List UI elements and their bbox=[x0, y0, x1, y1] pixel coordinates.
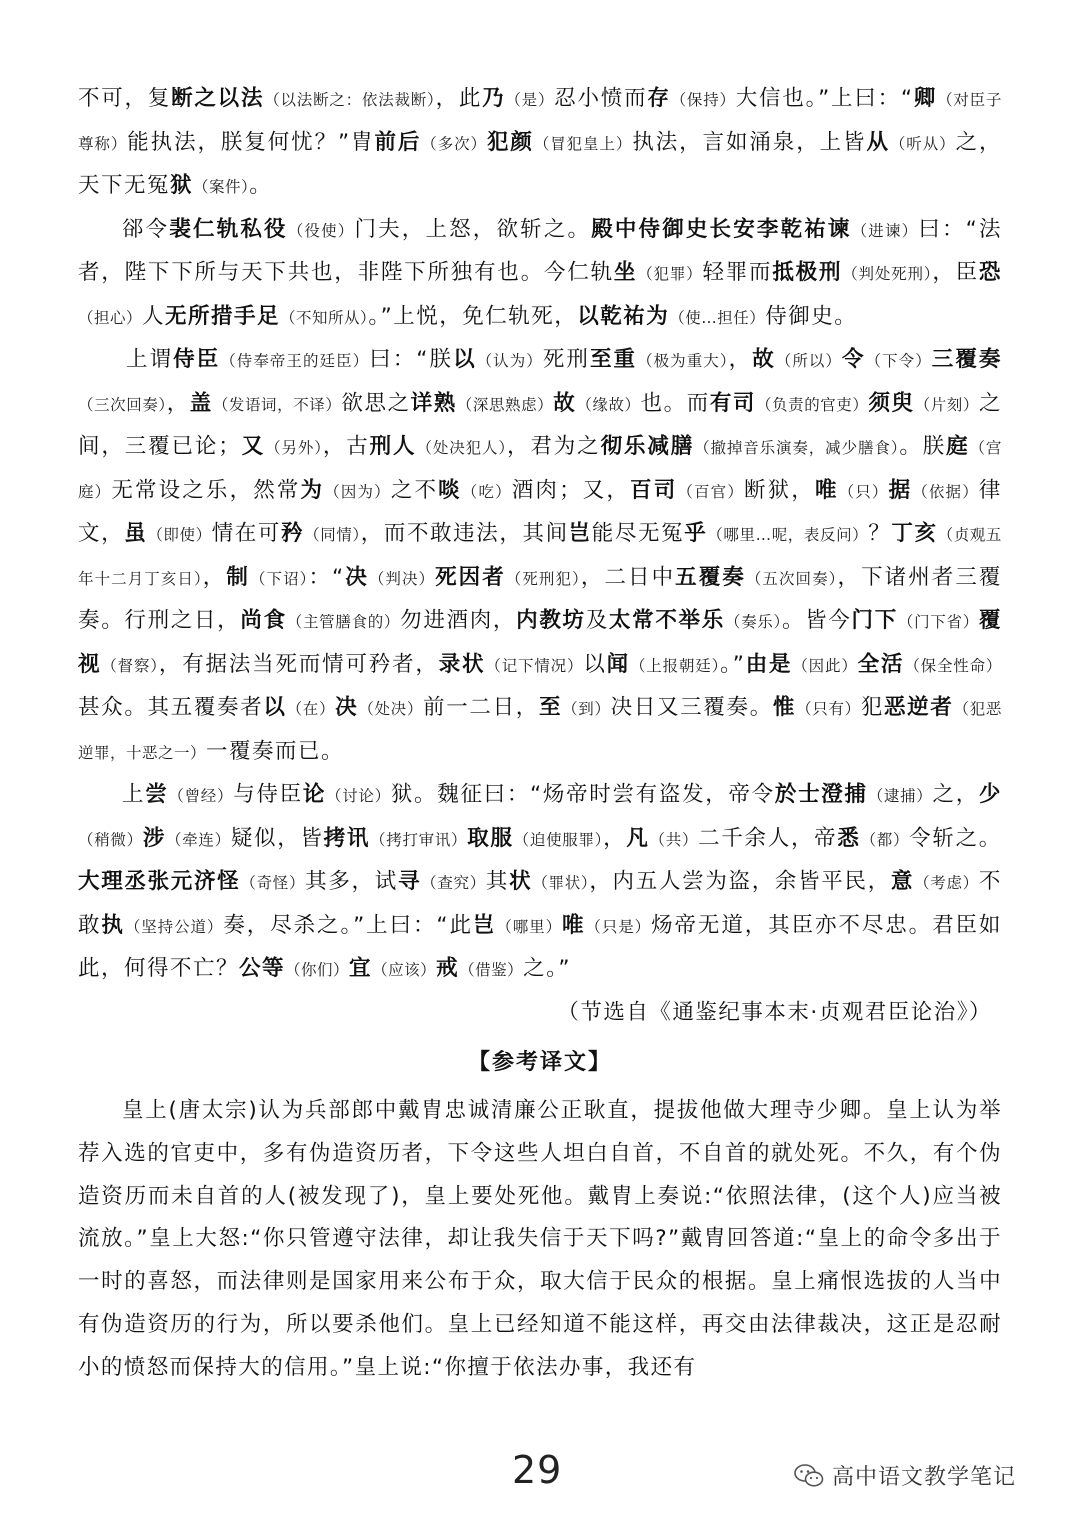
keyword: 从 bbox=[866, 129, 890, 155]
translation-text: 皇上(唐太宗)认为兵部郎中戴胄忠诚清廉公正耿直，提拔他做大理寺少卿。皇上认为举荐入选的官吏中，多有伪造资历者，下令这些人坦白自首，不自首的就处死。不久，有个伪造资历而未自首的人(被发现了)，皇上要处死他。戴胄上奏说:“依照法律，(这个人)应当被流放。”皇上大怒:“你只管遵守法律，却让我失信于天下吗?”戴胄回答道:“皇上的命令多出于一时的喜怒，而法律则是国家用来公布于众，取大信于民众的根据。皇上痛恨选拔的人当中有伪造资历的行为，所以要杀他们。皇上已经知道不能这样，再交由法律裁决，这正是忍耐小的愤怒而保持大的信用。”皇上说:“你擅于依法办事，我还有 bbox=[78, 1098, 1002, 1380]
text-segment: 之。” bbox=[523, 956, 571, 981]
text-segment: 之不 bbox=[390, 477, 439, 503]
keyword: 惟 bbox=[772, 695, 797, 720]
keyword: 死因者 bbox=[435, 564, 506, 590]
gloss-note: （下令） bbox=[865, 352, 932, 370]
text-segment: 不可，复 bbox=[78, 86, 172, 111]
gloss-note: （只） bbox=[838, 482, 889, 501]
keyword: 录状 bbox=[438, 651, 486, 677]
text-segment: ，二日中 bbox=[580, 564, 676, 590]
keyword: 乃 bbox=[482, 86, 506, 111]
gloss-note: （坚持公道） bbox=[124, 917, 224, 936]
gloss-note: （因为） bbox=[324, 482, 391, 501]
text-segment: 。 bbox=[249, 173, 273, 198]
gloss-note: （主管膳食的） bbox=[286, 613, 401, 631]
text-segment: 之， bbox=[932, 782, 979, 807]
gloss-note: （只是） bbox=[585, 917, 652, 936]
paragraph-p4 bbox=[78, 774, 1002, 992]
text-segment: 上 bbox=[122, 782, 146, 807]
keyword: 卿 bbox=[913, 86, 938, 111]
text-segment: ，古 bbox=[322, 434, 370, 459]
gloss-note: （撤掉音乐演奏，减少膳食） bbox=[694, 439, 900, 457]
text-segment: 其 bbox=[485, 869, 510, 894]
gloss-note: （督察） bbox=[101, 656, 159, 675]
keyword: 丁亥 bbox=[891, 521, 938, 546]
gloss-note: （查究） bbox=[421, 874, 486, 892]
keyword: 戒 bbox=[436, 956, 460, 981]
gloss-note: （到） bbox=[562, 700, 611, 718]
gloss-note: （你们） bbox=[285, 961, 350, 979]
text-segment: 二千余人，帝 bbox=[698, 825, 838, 851]
text-segment: ：“ bbox=[308, 564, 345, 590]
keyword: 断之以法 bbox=[171, 86, 265, 111]
gloss-note: （极为重大） bbox=[637, 352, 729, 370]
text-segment: 大信也。”上曰：“ bbox=[735, 86, 914, 111]
gloss-note: （多次） bbox=[421, 134, 487, 153]
keyword: 涉 bbox=[142, 825, 167, 851]
gloss-note: （在） bbox=[286, 700, 336, 718]
keyword: 状 bbox=[509, 869, 533, 894]
keyword: 故 bbox=[752, 347, 776, 372]
keyword: 意 bbox=[890, 869, 915, 894]
text-segment: 无常设之乐，然常 bbox=[111, 477, 301, 503]
keyword: 据 bbox=[888, 477, 913, 503]
gloss-note: （逮捕） bbox=[867, 787, 933, 805]
gloss-note: （讨论） bbox=[326, 787, 391, 805]
text-segment: ， bbox=[202, 564, 227, 590]
keyword: 门下 bbox=[851, 608, 898, 633]
text-segment: 能尽无冤 bbox=[591, 521, 685, 546]
keyword: 决 bbox=[344, 564, 369, 590]
text-segment: 能执法，朕复何忧？”胄 bbox=[127, 129, 375, 155]
gloss-note: （犯罪） bbox=[637, 265, 703, 283]
gloss-note: （即使） bbox=[147, 526, 212, 544]
text-segment: 曰：“法者，陛下下所与天下共也，非陛下所独有也。今仁轨 bbox=[78, 216, 1002, 285]
gloss-note: （百官） bbox=[677, 482, 744, 501]
keyword: 寻 bbox=[397, 869, 422, 894]
keyword: 凡 bbox=[626, 825, 650, 851]
keyword: 太常 bbox=[608, 608, 656, 633]
keyword: 百司 bbox=[630, 477, 678, 503]
text-segment: 前一二日， bbox=[423, 695, 539, 720]
gloss-note: （借鉴） bbox=[459, 961, 524, 979]
keyword: 恶逆者 bbox=[884, 695, 954, 720]
gloss-note: （认为） bbox=[476, 352, 543, 370]
keyword: 由是 bbox=[745, 651, 793, 677]
gloss-note: （处决犯人） bbox=[416, 439, 508, 457]
text-segment: 上谓 bbox=[126, 347, 174, 372]
keyword: 无所措手足 bbox=[165, 303, 281, 329]
keyword: 虽 bbox=[124, 521, 148, 546]
keyword: 殿中侍御史长安李乾祐谏 bbox=[591, 216, 852, 242]
keyword: 覆视 bbox=[78, 608, 1002, 677]
text-segment: 侍御史。 bbox=[765, 303, 858, 329]
gloss-note: （是） bbox=[505, 91, 555, 109]
text-segment: ，内五人尝为盗，余皆平民， bbox=[589, 869, 891, 894]
text-segment: 令斩之。 bbox=[909, 825, 1002, 851]
gloss-note: （进谏） bbox=[851, 221, 919, 240]
keyword: 少 bbox=[978, 782, 1002, 807]
text-segment: ，君为之 bbox=[507, 434, 601, 459]
text-segment: 炀帝无道，其臣亦不尽忠。君臣如此，何得不亡？ bbox=[78, 912, 1002, 981]
text-segment: 郤令 bbox=[122, 216, 170, 242]
text-segment: ？ bbox=[868, 521, 892, 546]
gloss-note: （罪状） bbox=[532, 874, 590, 892]
text-segment: 之间，三覆已论； bbox=[78, 390, 1002, 459]
keyword: 故 bbox=[553, 390, 577, 416]
gloss-note: （奇怪） bbox=[240, 874, 306, 892]
keyword: 不举乐 bbox=[655, 608, 725, 633]
text-segment: 曰：“朕 bbox=[369, 347, 454, 372]
gloss-note: （犯恶逆罪，十恶之一） bbox=[78, 700, 1002, 762]
keyword: 以 bbox=[263, 695, 287, 720]
keyword: 公等 bbox=[239, 956, 286, 981]
keyword: 令 bbox=[841, 347, 866, 372]
text-segment: 决日又三覆奏。 bbox=[610, 695, 773, 720]
text-segment: 勿进酒肉， bbox=[400, 608, 517, 633]
keyword: 内教坊 bbox=[516, 608, 586, 633]
gloss-note: （拷打审讯） bbox=[370, 830, 468, 849]
keyword: 为 bbox=[300, 477, 325, 503]
text-segment: ，此 bbox=[435, 86, 483, 111]
page-body bbox=[78, 78, 1002, 1390]
gloss-note: （处决） bbox=[358, 700, 424, 718]
keyword: 五覆奏 bbox=[675, 564, 746, 590]
gloss-note: （因此） bbox=[792, 656, 858, 675]
text-segment: ， bbox=[166, 390, 190, 416]
keyword: 宜 bbox=[349, 956, 373, 981]
gloss-note: （使…担任） bbox=[669, 308, 766, 327]
text-segment: 。皆今 bbox=[781, 608, 852, 633]
text-segment: 。”上悦，免仁轨死， bbox=[368, 303, 578, 329]
gloss-note: （上报朝廷） bbox=[629, 656, 721, 675]
gloss-note: （记下情况） bbox=[485, 656, 584, 675]
text-segment: ，而不敢违法，其间 bbox=[360, 521, 569, 546]
gloss-note: （保持） bbox=[670, 91, 736, 109]
text-segment: 狱。魏征曰：“炀帝时尝有盗发，帝令 bbox=[390, 782, 775, 807]
keyword: 犯颜 bbox=[486, 129, 534, 155]
keyword: 岂 bbox=[568, 521, 592, 546]
text-segment: 酒肉；又， bbox=[511, 477, 631, 503]
text-segment: 轻罪而 bbox=[702, 260, 773, 285]
source-citation: （节选自《通鉴纪事本末·贞观君臣论治》） bbox=[557, 999, 992, 1025]
gloss-note: （担心） bbox=[78, 308, 143, 327]
text-segment: 一覆奏而已。 bbox=[206, 738, 345, 764]
keyword: 刑人 bbox=[369, 434, 417, 459]
gloss-note: （听从） bbox=[889, 134, 956, 153]
keyword: 决 bbox=[335, 695, 359, 720]
keyword: 三覆奏 bbox=[931, 347, 1002, 372]
keyword: 闻 bbox=[606, 651, 630, 677]
text-segment: 门夫，上怒，欲斩之。 bbox=[354, 216, 592, 242]
gloss-note: （五次回奏） bbox=[745, 569, 838, 588]
keyword: 抵极刑 bbox=[772, 260, 843, 285]
gloss-note: （对臣子尊称） bbox=[78, 91, 1002, 153]
keyword: 乎 bbox=[684, 521, 708, 546]
wechat-icon bbox=[794, 1463, 824, 1489]
keyword: 制 bbox=[226, 564, 250, 590]
text-segment: 断狱， bbox=[743, 477, 815, 503]
gloss-note: （考虑） bbox=[914, 874, 979, 892]
keyword: 岂 bbox=[472, 912, 497, 938]
watermark-text: 高中语文教学笔记 bbox=[832, 1465, 1017, 1490]
gloss-note: （都） bbox=[860, 830, 910, 849]
text-segment: 律文， bbox=[78, 477, 1002, 546]
keyword: 取服 bbox=[467, 825, 514, 851]
text-segment: 忍小愤而 bbox=[554, 86, 648, 111]
text-segment: 疑似，皆 bbox=[230, 825, 324, 851]
keyword: 尚食 bbox=[240, 608, 287, 633]
text-segment: 。” bbox=[720, 651, 746, 677]
gloss-note: （稍微） bbox=[78, 830, 143, 849]
text-segment: 及 bbox=[585, 608, 609, 633]
gloss-note: （判处死刑） bbox=[842, 265, 933, 283]
gloss-note: （应该） bbox=[372, 961, 437, 979]
keyword: 恐 bbox=[978, 260, 1002, 285]
text-segment: ，有据法当死而情可矜者， bbox=[158, 651, 439, 677]
text-segment: 也。而 bbox=[640, 390, 710, 416]
text-segment: 情在可 bbox=[211, 521, 282, 546]
text-segment: 奏，尽杀之。”上曰：“此 bbox=[223, 912, 473, 938]
translation-heading: 【参考译文】 bbox=[467, 1050, 612, 1075]
keyword: 唯 bbox=[561, 912, 586, 938]
keyword: 至 bbox=[538, 695, 563, 720]
gloss-note: （另外） bbox=[265, 439, 323, 457]
gloss-note: （只有） bbox=[796, 700, 861, 718]
keyword: 前后 bbox=[374, 129, 422, 155]
keyword: 以 bbox=[453, 347, 477, 372]
gloss-note: （牵连） bbox=[166, 830, 231, 849]
text-segment: 以 bbox=[583, 651, 607, 677]
keyword: 坐 bbox=[613, 260, 638, 285]
keyword: 啖 bbox=[438, 477, 462, 503]
gloss-note: （同情） bbox=[304, 526, 361, 544]
text-segment: ，臣 bbox=[932, 260, 979, 285]
gloss-note: （宫庭） bbox=[78, 439, 1002, 501]
gloss-note: （侍奉帝王的廷臣） bbox=[220, 352, 370, 370]
gloss-note: （片刻） bbox=[914, 395, 979, 414]
gloss-note: （门下省） bbox=[897, 613, 979, 631]
text-segment: 犯 bbox=[860, 695, 884, 720]
text-segment: 死刑 bbox=[542, 347, 590, 372]
text-segment: 人 bbox=[142, 303, 166, 329]
gloss-note: （迫使服罪） bbox=[513, 830, 604, 849]
gloss-note: （哪里…呢，表反问） bbox=[707, 526, 869, 544]
gloss-note: （发语词，不译） bbox=[212, 395, 342, 414]
text-segment: 不敢 bbox=[78, 869, 1002, 938]
keyword: 须臾 bbox=[868, 390, 915, 416]
keyword: 狱 bbox=[170, 173, 194, 198]
keyword: 论 bbox=[302, 782, 327, 807]
keyword: 矜 bbox=[281, 521, 305, 546]
gloss-note: （负责的官吏） bbox=[755, 395, 869, 414]
gloss-note: （保全性命） bbox=[904, 656, 1002, 675]
keyword: 以乾祐为 bbox=[577, 303, 670, 329]
text-segment: 与侍臣 bbox=[233, 782, 303, 807]
text-segment: ， bbox=[603, 825, 627, 851]
keyword: 详熟 bbox=[410, 390, 457, 416]
gloss-note: （深思熟虑） bbox=[456, 395, 554, 414]
gloss-note: （奏乐） bbox=[724, 613, 782, 631]
keyword: 拷讯 bbox=[323, 825, 371, 851]
gloss-note: （三次回奏） bbox=[78, 395, 167, 414]
gloss-note: （役使） bbox=[287, 221, 355, 240]
text-segment: ， bbox=[728, 347, 753, 372]
page-number: 29 bbox=[512, 1448, 563, 1492]
gloss-note: （曾经） bbox=[168, 787, 234, 805]
text-segment: 甚众。其五覆奏者 bbox=[78, 695, 264, 720]
text-segment: 。朕 bbox=[899, 434, 947, 459]
gloss-note: （判决） bbox=[368, 569, 436, 588]
gloss-note: （冒犯皇上） bbox=[533, 134, 633, 153]
paragraph-p2 bbox=[78, 209, 1002, 340]
original-text bbox=[78, 78, 1002, 992]
gloss-note: （贞观五年十二月丁亥日） bbox=[78, 526, 1002, 588]
text-segment: 执法，言如涌泉，上皆 bbox=[632, 129, 867, 155]
keyword: 存 bbox=[647, 86, 671, 111]
keyword: 至重 bbox=[589, 347, 638, 372]
gloss-note: （缘故） bbox=[576, 395, 641, 414]
gloss-note: （所以） bbox=[775, 352, 842, 370]
keyword: 唯 bbox=[814, 477, 839, 503]
text-segment: 欲思之 bbox=[341, 390, 411, 416]
keyword: 大理丞张元济怪 bbox=[78, 869, 241, 894]
keyword: 裴仁轨私役 bbox=[169, 216, 288, 242]
watermark bbox=[794, 1460, 1016, 1491]
gloss-note: （不知所从） bbox=[280, 308, 369, 327]
keyword: 尝 bbox=[145, 782, 169, 807]
gloss-note: （下诏） bbox=[249, 569, 309, 588]
gloss-note: （吃） bbox=[461, 482, 512, 501]
keyword: 执 bbox=[101, 912, 125, 938]
gloss-note: （依据） bbox=[912, 482, 979, 501]
paragraph-p3 bbox=[78, 339, 1002, 774]
keyword: 全活 bbox=[857, 651, 905, 677]
gloss-note: （案件） bbox=[193, 178, 250, 196]
paragraph-p1 bbox=[78, 78, 1002, 209]
text-segment: 之，天下无冤 bbox=[78, 129, 1002, 198]
keyword: 侍臣 bbox=[173, 347, 221, 372]
keyword: 於士澄捕 bbox=[774, 782, 868, 807]
gloss-note: （以法断之：依法裁断） bbox=[264, 91, 436, 109]
gloss-note: （共） bbox=[649, 830, 699, 849]
keyword: 庭 bbox=[946, 434, 970, 459]
keyword: 彻乐减膳 bbox=[600, 434, 695, 459]
keyword: 又 bbox=[241, 434, 266, 459]
text-segment: ，下诸州者三覆奏。行刑之日， bbox=[78, 564, 1002, 633]
keyword: 盖 bbox=[189, 390, 213, 416]
gloss-note: （哪里） bbox=[496, 917, 562, 936]
keyword: 悉 bbox=[837, 825, 861, 851]
keyword: 有司 bbox=[709, 390, 756, 416]
gloss-note: （死刑犯） bbox=[505, 569, 581, 588]
text-segment: 其多，试 bbox=[305, 869, 398, 894]
